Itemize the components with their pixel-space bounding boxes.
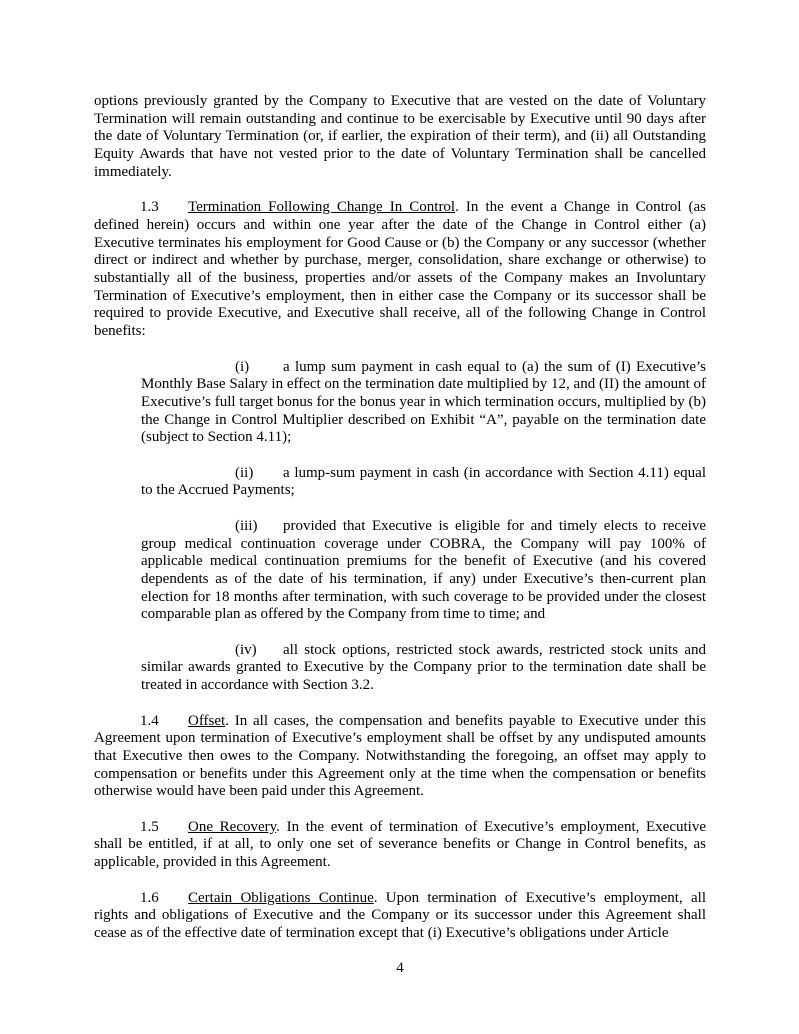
section-1-5 bbox=[94, 819, 706, 872]
subitem-iv bbox=[141, 642, 706, 695]
intro-paragraph-text: options previously granted by the Company to Executive that are vested on the date of Voluntary Termination will remain outstanding and continue to be exercisable by Executive until 90 days after the date of Voluntary Termination (or, if earlier, the expiration of their term), and (ii) all Outstanding Equity Awards that have not vested prior to the date of Voluntary Termination shall be cancelled immediately. bbox=[94, 93, 706, 180]
section-1-3-heading: Termination Following Change In Control bbox=[188, 199, 456, 216]
subitem-ii-number: (ii) bbox=[235, 464, 254, 481]
section-1-4-body: . In all cases, the compensation and benefits payable to Executive under this Agreement upon termination of Executive’s employment shall be offset by any undisputed amounts that Executive then owes to the Company. Notwithstanding the foregoing, an offset may apply to compensation or benefits under this Agreement only at the time when the compensation or benefits otherwise would have been paid under this Agreement. bbox=[94, 712, 706, 800]
page-footer bbox=[94, 960, 706, 978]
subitem-i-text: a lump sum payment in cash equal to (a) the sum of (I) Executive’s Monthly Base Salary in effect on the termination date multiplied by 12, and (II) the amount of Executive’s full target bonus for the bonus year in which termination occurs, multiplied by (b) the Change in Control Multiplier described on Exhibit “A”, payable on the termination date (subject to Section 4.11); bbox=[141, 358, 707, 446]
section-1-6-body: . Upon termination of Executive’s employment, all rights and obligations of Executive and the Company or its successor under this Agreement shall cease as of the effective date of termination except that (i) Executive’s obligations under Article bbox=[94, 889, 706, 941]
subitem-ii-text: a lump-sum payment in cash (in accordance with Section 4.11) equal to the Accrued Payments; bbox=[141, 464, 706, 499]
subitem-iii bbox=[141, 518, 706, 624]
section-1-6-heading: Certain Obligations Continue bbox=[188, 889, 374, 906]
section-1-6-number: 1.6 bbox=[140, 889, 159, 906]
section-1-3 bbox=[94, 199, 706, 341]
subitem-ii bbox=[141, 465, 706, 500]
intro-paragraph bbox=[94, 93, 706, 182]
subitem-iv-text: all stock options, restricted stock awards, restricted stock units and similar awards granted to Executive by the Company prior to the termination date shall be treated in accordance with Section 3.2. bbox=[141, 641, 706, 694]
subitem-i bbox=[141, 359, 706, 448]
section-1-5-heading: One Recovery bbox=[188, 818, 277, 835]
section-1-3-body: . In the event a Change in Control (as defined herein) occurs and within one year after the date of the Change in Control either (a) Executive terminates his employment for Good Cause or (b) the Company or any successor (whether direct or indirect and whether by purchase, merger, consolidation, share exchange or otherwise) to substantially all of the business, properties and/or assets of the Company makes an Involuntary Termination of Executive’s employment, then in either case the Company or its successor shall be required to provide Executive, and Executive shall receive, all of the following Change in Control benefits: bbox=[94, 199, 706, 340]
section-1-6 bbox=[94, 890, 706, 943]
subitem-iii-number: (iii) bbox=[235, 517, 258, 534]
subitem-i-number: (i) bbox=[235, 358, 250, 375]
section-1-4-heading: Offset bbox=[188, 712, 226, 729]
page-number: 4 bbox=[396, 960, 404, 977]
subitem-iv-number: (iv) bbox=[235, 641, 257, 658]
section-1-3-number: 1.3 bbox=[140, 199, 159, 216]
section-1-5-body: . In the event of termination of Executive’s employment, Executive shall be entitled, if at all, to only one set of severance benefits or Change in Control benefits, as applicable, provided in this Agreement. bbox=[94, 818, 706, 871]
subitem-iii-text: provided that Executive is eligible for and timely elects to receive group medical continuation coverage under COBRA, the Company will pay 100% of applicable medical continuation premiums for the benefit of Executive (and his covered dependents as of the date of his termination, if any) under Executive’s then-current plan election for 18 months after termination, with such coverage to be provided under the closest comparable plan as offered by the Company from time to time; and bbox=[141, 517, 706, 623]
section-1-4-number: 1.4 bbox=[140, 712, 159, 729]
section-1-4 bbox=[94, 713, 706, 802]
section-1-5-number: 1.5 bbox=[140, 818, 159, 835]
